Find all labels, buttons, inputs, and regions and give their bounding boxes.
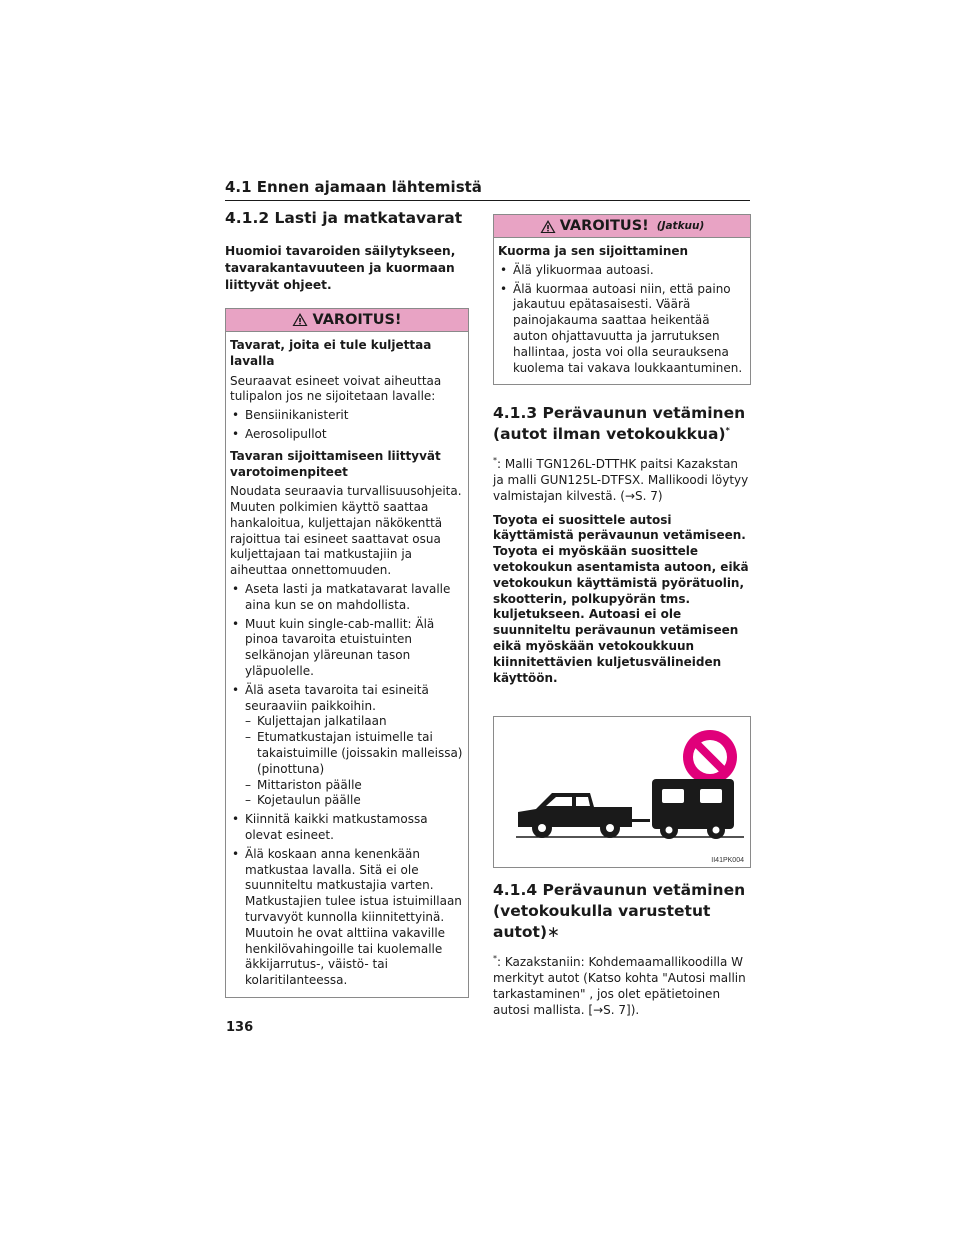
dash-item: – Kojetaulun päälle [245, 793, 464, 809]
warning-body [226, 332, 468, 997]
towing-prohibited-figure [493, 716, 751, 868]
intro-text: Huomioi tavaroiden säilytykseen, tavarakantavuuteen ja kuormaan liittyvät ohjeet. [225, 243, 456, 292]
list-item: • Muut kuin single-cab-mallit: Älä pinoa tavaroita etuistuinten selkänojan yläreunan tason yläpuolelle. [230, 617, 464, 680]
warning-paragraph: Noudata seuraavia turvallisuusohjeita. Muuten polkimien käyttö saattaa hankaloitua, kuljettajan näkökenttä rajoittua tai esineet saattavat osua kuljettajaan tai matkustajiin ja aiheuttaa onnettomuuden. [230, 484, 462, 578]
footnote-body: : Kazakstaniin: Kohdemaamallikoodilla W merkityt autot (Katso kohta "Autosi mallin tarkastaminen" , jos olet epätietoinen autosi mallista. [→S. 7]). [493, 955, 746, 1017]
title-line: 4.1.3 Perävaunun vetäminen [493, 404, 746, 423]
title-line: (autot ilman vetokoukkua) [493, 425, 726, 444]
warning-label: VAROITUS! [559, 218, 649, 234]
warning-label: VAROITUS! [312, 311, 402, 328]
prohibited-icon [683, 730, 737, 784]
warning-header [226, 309, 468, 332]
pickup-truck-icon [518, 793, 650, 838]
warning-header [494, 215, 750, 238]
footnote-mark: * [725, 426, 730, 436]
towing-warning-paragraph: Toyota ei suosittele autosi käyttämistä perävaunun vetämiseen. Toyota ei myöskään suosittele vetokoukun asentamista autoon, eikä vetokoukun käyttämistä pyörätuolin, skootterin, polkupyörän tms. kuljetukseen. Autoasi ei ole suunniteltu perävaunun vetämiseen eikä myöskään vetokoukkuun kiinnitettävien kuljetusvälineiden käyttöön. [493, 512, 749, 685]
warning-icon [540, 219, 556, 234]
dash-list [245, 714, 464, 809]
warning-continued-label: (Jatkuu) [656, 220, 705, 232]
dash-item: – Etumatkustajan istuimelle tai takaistuimille (joissakin malleissa) (pinottuna) [245, 730, 464, 777]
section-title-4-1-3 [493, 403, 751, 445]
dash-item: – Kuljettajan jalkatilaan [245, 714, 464, 730]
title-line: 4.1.4 Perävaunun vetäminen [493, 881, 746, 900]
warning-body [494, 238, 750, 384]
list-item: • Älä ylikuormaa autoasi. [498, 263, 746, 279]
truck-trailer-illustration [494, 717, 750, 867]
footnote-text [493, 453, 751, 504]
bullet-list [498, 263, 746, 377]
figure-code: II41PK004 [711, 857, 744, 865]
section-title-4-1-4 [493, 880, 751, 943]
list-item: • Älä koskaan anna kenenkään matkustaa lavalla. Sitä ei ole suunniteltu matkustajia varten. Matkustajien tulee istua istuimillaan turvavyöt kunnolla kiinnitettyinä. Muutoin he ovat alttiina vakaville henkilövahingoille tai kuolemalle äkkijarrutus-, väistö- tai kolaritilanteessa. [230, 847, 464, 989]
right-column [493, 214, 751, 1018]
list-item: • Bensiinikanisterit [230, 408, 464, 424]
list-item: • Älä kuormaa autoasi niin, että paino jakautuu epätasaisesti. Väärä painojakauma saattaa heikentää auton ohjattavuutta ja jarrutuksen hallintaa, josta voi olla seurauksena kuolema tai vakava loukkaantuminen. [498, 282, 746, 377]
footnote-mark: * [493, 954, 497, 964]
footnote-text [493, 951, 751, 1018]
list-item-text: Älä aseta tavaroita tai esineitä seuraaviin paikkoihin. [245, 682, 429, 713]
section-title-4-1-2: 4.1.2 Lasti ja matkatavarat [225, 209, 463, 227]
warning-subheading: Tavarat, joita ei tule kuljettaa lavalla [230, 337, 432, 368]
trailer-icon [652, 779, 734, 839]
footnote-mark: ∗ [547, 923, 561, 942]
list-item: • Aseta lasti ja matkatavarat lavalle aina kun se on mahdollista. [230, 582, 464, 614]
page-number: 136 [226, 1020, 254, 1035]
footnote-mark: * [493, 456, 497, 466]
warning-subheading: Kuorma ja sen sijoittaminen [498, 244, 689, 258]
footnote-body: : Malli TGN126L-DTTHK paitsi Kazakstan ja malli GUN125L-DTFSX. Mallikoodi löytyy valmistajan kilvestä. (→S. 7) [493, 457, 749, 503]
warning-icon [292, 312, 308, 327]
section-header: 4.1 Ennen ajamaan lähtemistä [225, 178, 750, 201]
dash-item: – Mittariston päälle [245, 778, 464, 794]
title-line: (vetokoukulla varustetut autot) [493, 902, 711, 942]
bullet-list [230, 582, 464, 989]
warning-paragraph: Seuraavat esineet voivat aiheuttaa tulipalon jos ne sijoitetaan lavalle: [230, 373, 442, 404]
warning-subheading: Tavaran sijoittamiseen liittyvät varotoimenpiteet [230, 448, 441, 479]
left-column [225, 208, 469, 998]
warning-box-continued [493, 214, 751, 385]
list-item: • Aerosolipullot [230, 427, 464, 443]
bullet-list [230, 408, 464, 443]
list-item [230, 683, 464, 809]
list-item: • Kiinnitä kaikki matkustamossa olevat esineet. [230, 812, 464, 844]
warning-box [225, 308, 469, 998]
